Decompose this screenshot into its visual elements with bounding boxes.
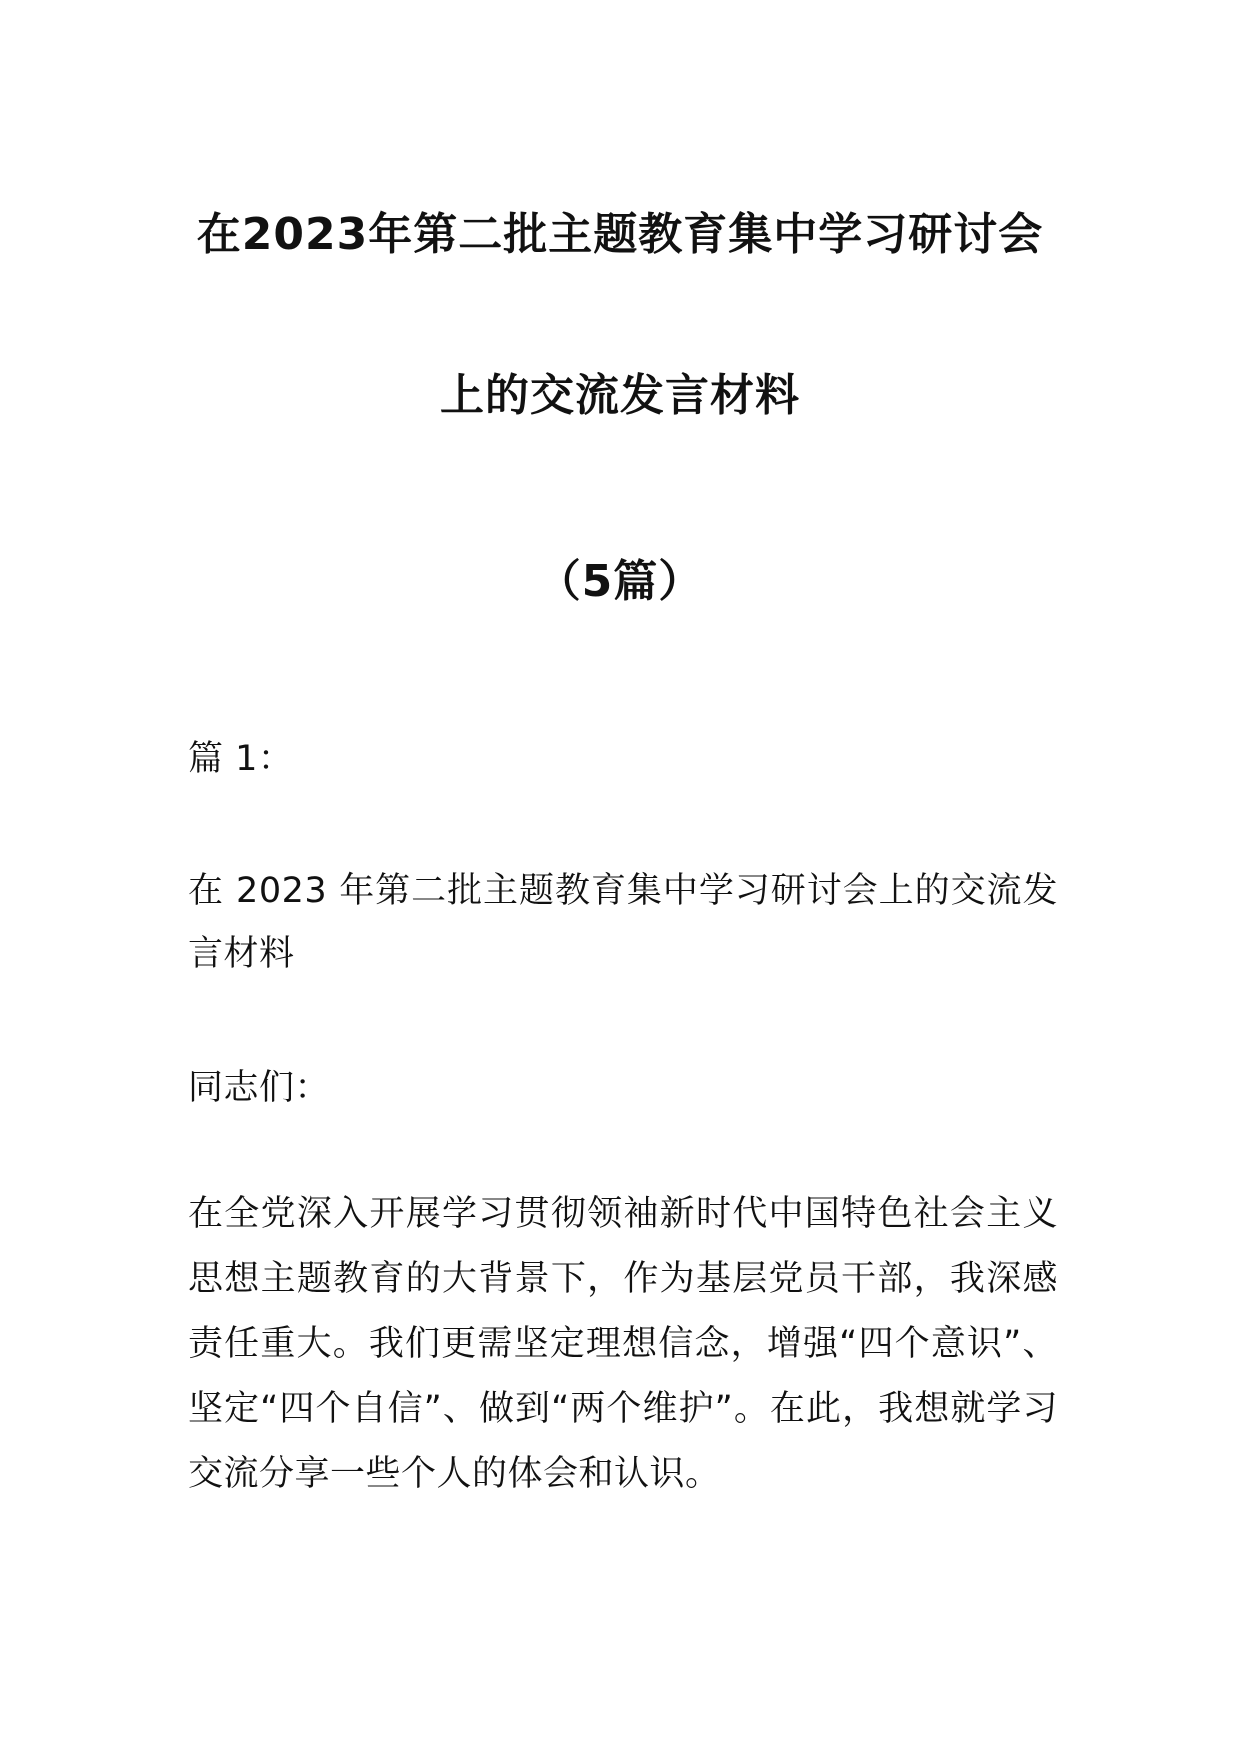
section-subtitle: 在 2023 年第二批主题教育集中学习研讨会上的交流发言材料 [188, 871, 1058, 974]
document-title-line-2: 上的交流发言材料 [440, 370, 800, 421]
body-paragraph: 在全党深入开展学习贯彻领袖新时代中国特色社会主义思想主题教育的大背景下，作为基层党员干部，我深感责任重大。我们更需坚定理想信念，增强“四个意识”、坚定“四个自信”、做到“两个维护”。在此，我想就学习交流分享一些个人的体会和认识。 [188, 1194, 1058, 1494]
document-title-count: （5篇） [536, 556, 704, 607]
document-title-line-1: 在2023年第二批主题教育集中学习研讨会 [196, 209, 1044, 260]
section-label: 篇 1： [188, 739, 294, 779]
salutation: 同志们： [188, 1068, 331, 1108]
